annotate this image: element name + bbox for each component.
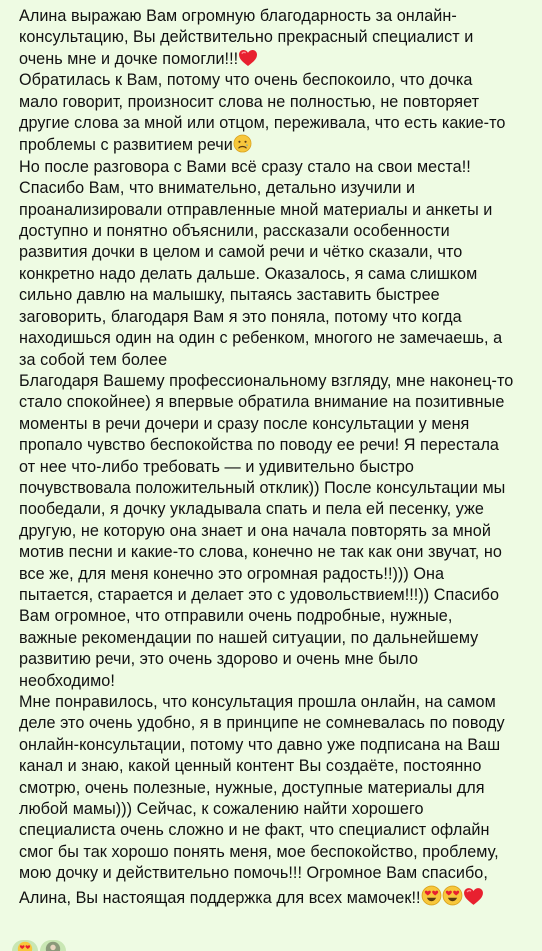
- red-heart-icon: [238, 49, 258, 67]
- message-line: Алина выражаю Вам огромную благодарность за онлайн-: [19, 7, 457, 25]
- message-line: очень мне и дочке помогли!!!: [19, 49, 528, 70]
- sad-face-icon: [233, 134, 252, 153]
- message-line: другую, не которую она знает и она начала повторять за мной: [19, 521, 491, 540]
- message-line: стало спокойнее) я впервые обратила внимание на позитивные: [19, 393, 505, 412]
- avatar: [45, 941, 61, 951]
- message-line: все же, для меня конечно это огромная радость!!))) Она: [19, 564, 445, 583]
- message-line: пообедали, я дочку укладывала спать и пела ей песенку, уже: [19, 500, 484, 519]
- message-line: Благодаря Вашему профессиональному взгляду, мне наконец-то: [19, 371, 514, 390]
- message-line: Алина, Вы настоящая поддержка для всех мамочек!!: [19, 885, 528, 909]
- message-line: специалиста очень сложно и не факт, что специалист офлайн: [19, 821, 490, 840]
- message-line: мою дочку и действительно помочь!!! Огромное Вам спасибо,: [19, 864, 488, 883]
- message-line: деле это очень удобно, я в принципе не сомневалась по поводу: [19, 714, 505, 733]
- message-line: доступно и понятно объяснили, рассказали особенности: [19, 222, 450, 241]
- message-line: находишься один на один с ребенком, многого не замечаешь, а: [19, 329, 503, 348]
- message-line: мотив песни и какие-то слова, конечно не так как они звучат, но: [19, 543, 502, 562]
- message-line: пропало чувство беспокойства по поводу ее речи! Я перестала: [19, 436, 499, 455]
- reaction-chip[interactable]: [12, 940, 38, 951]
- message-line: Обратилась к Вам, потому что очень беспокоило, что дочка: [19, 71, 473, 90]
- message-line: пытается, старается и делает это с удовольствием!!!)) Спасибо: [19, 585, 499, 604]
- heart-eyes-face-icon: [442, 885, 463, 906]
- heart-eyes-face-icon: [17, 941, 33, 951]
- message-line: смог бы так хорошо понять меня, мое беспокойство, проблему,: [19, 842, 499, 861]
- message-line: Мне понравилось, что консультация прошла онлайн, на самом: [19, 693, 496, 711]
- message-line: онлайн-консультации, потому что давно уже подписана на Ваш: [19, 735, 501, 754]
- message-line: Вам огромное, что отправили очень подробные, нужные,: [19, 607, 453, 626]
- message-line: моменты в речи дочери и сразу после консультации у меня: [19, 414, 470, 433]
- message-line: смотрю, очень полезные, нужные, доступные материалы для: [19, 778, 485, 797]
- message-line: канал и знаю, какой ценный контент Вы создаёте, постоянно: [19, 757, 482, 776]
- message-line: мало говорит, произносит слова не полностью, не повторяет: [19, 92, 480, 111]
- message-line: проблемы с развитием речи: [19, 134, 528, 156]
- message-line: конкретно надо делать дальше. Оказалось, я сама слишком: [19, 264, 478, 283]
- message-line: Спасибо Вам, что внимательно, детально изучили и: [19, 179, 416, 198]
- red-heart-icon: [463, 887, 484, 906]
- message-line: заговорить, благодаря Вам я это поняла, потому что когда: [19, 307, 462, 326]
- message-line: от нее что-либо требовать — и удивительно быстро: [19, 457, 414, 476]
- message-line: Но после разговора с Вами всё сразу стало на свои места!!: [19, 157, 471, 176]
- reactions-bar: [12, 940, 72, 951]
- message-line: проанализировали отправленные мной материалы и анкеты и: [19, 200, 493, 219]
- message-line: консультацию, Вы действительно прекрасный специалист и: [19, 28, 474, 47]
- message-text: [19, 6, 528, 909]
- message-line: важные рекомендации по нашей ситуации, по дальнейшему: [19, 628, 479, 647]
- message-line: сильно давлю на малышку, пытаясь заставить быстрее: [19, 286, 440, 305]
- reaction-chip[interactable]: [40, 940, 66, 951]
- message-line: другие слова за мной или отцом, переживала, что есть какие-то: [19, 114, 506, 133]
- message-line: почувствовала положительный отклик)) После консультации мы: [19, 478, 506, 497]
- message-line: за собой тем более: [19, 350, 168, 369]
- message-line: развития дочки в целом и самой речи и чётко сказали, что: [19, 243, 463, 262]
- message-line: любой мамы))) Сейчас, к сожалению найти хорошего: [19, 800, 424, 819]
- heart-eyes-face-icon: [421, 885, 442, 906]
- message-line: развитию речи, это очень здорово и очень мне было: [19, 650, 418, 669]
- message-line: необходимо!: [19, 671, 115, 690]
